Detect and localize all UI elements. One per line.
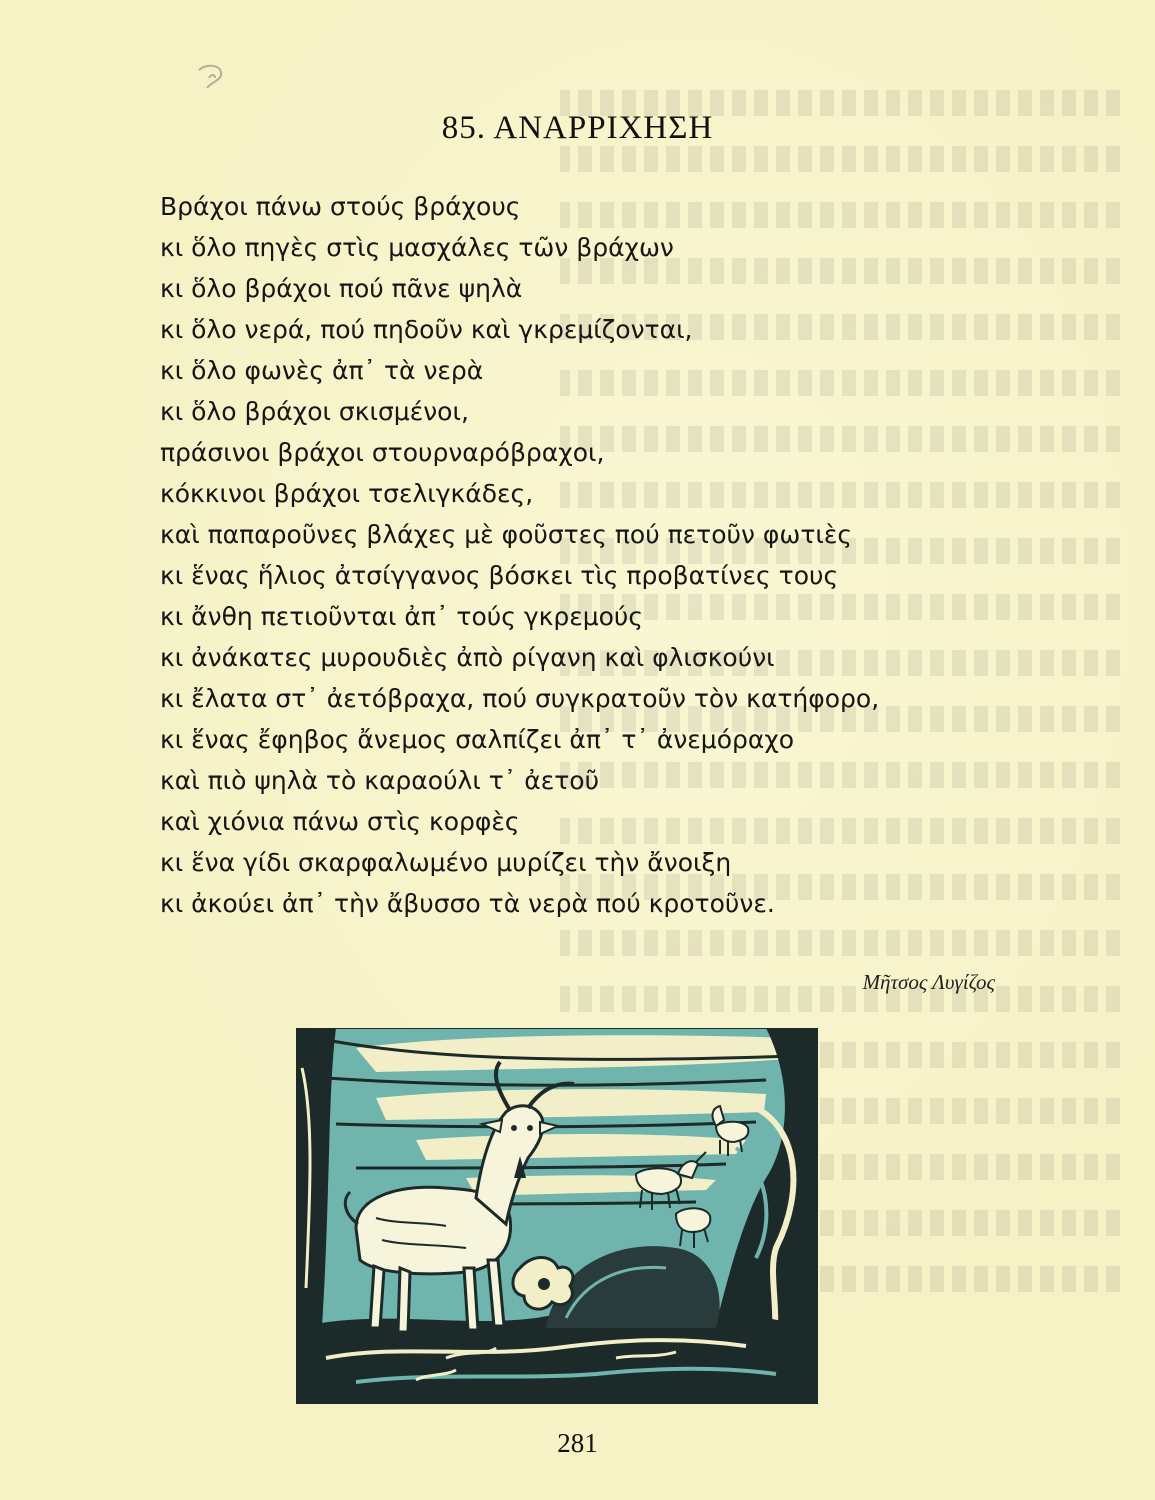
page-number: 281 [557,1428,598,1458]
poem-line: κι ὅλο βράχοι πού πᾶνε ψηλὰ [160,274,523,303]
poem-line: κι ἕνας ἔφηβος ἄνεμος σαλπίζει ἀπ᾽ τ᾽ ἀνεμόραχο [160,725,795,754]
poem-title: 85. ΑΝΑΡΡΙΧΗΣΗ [441,110,714,146]
poem-line: κι ἀνάκατες μυρουδιὲς ἀπὸ ρίγανη καὶ φλισκούνι [160,643,775,672]
poem-line: κι ὅλο νερά, πού πηδοῦν καὶ γκρεμίζονται, [160,315,693,344]
pencil-mark-icon [193,60,229,96]
poem-line: κι ὅλο πηγὲς στὶς μασχάλες τῶν βράχων [160,233,674,262]
poem-line: καὶ πιὸ ψηλὰ τὸ καραούλι τ᾽ ἀετοῦ [160,766,600,795]
poem-line: κι ἕνα γίδι σκαρφαλωμένο μυρίζει τὴν ἄνοιξη [160,848,732,877]
poem-line: κι ὅλο βράχοι σκισμένοι, [160,397,469,426]
poem-line: κι ὅλο φωνὲς ἀπ᾽ τὰ νερὰ [160,356,484,385]
poem-line: κι ἀκούει ἀπ᾽ τὴν ἄβυσσο τὰ νερὰ πού κροτοῦνε. [160,889,775,918]
poem-line: κι ἄνθη πετιοῦνται ἀπ᾽ τούς γκρεμούς [160,602,644,631]
poem-line: καὶ χιόνια πάνω στὶς κορφὲς [160,807,520,836]
poem-author: Μῆτσος Λυγίζος [862,970,995,994]
poem-line: κόκκινοι βράχοι τσελιγκάδες, [160,479,534,508]
poem-body [160,186,1060,924]
poem-line: πράσινοι βράχοι στουρναρόβραχοι, [160,438,605,467]
poem-line: κι ἕνας ἥλιος ἀτσίγγανος βόσκει τὶς προβατίνες τους [160,561,839,590]
poem-line: Βράχοι πάνω στούς βράχους [160,192,521,221]
poem-line: κι ἔλατα στ᾽ ἀετόβραχα, πού συγκρατοῦν τὸν κατήφορο, [160,684,880,713]
poem-line: καὶ παπαροῦνες βλάχες μὲ φοῦστες πού πετοῦν φωτιὲς [160,520,853,549]
goats-woodcut-illustration [296,1028,818,1404]
